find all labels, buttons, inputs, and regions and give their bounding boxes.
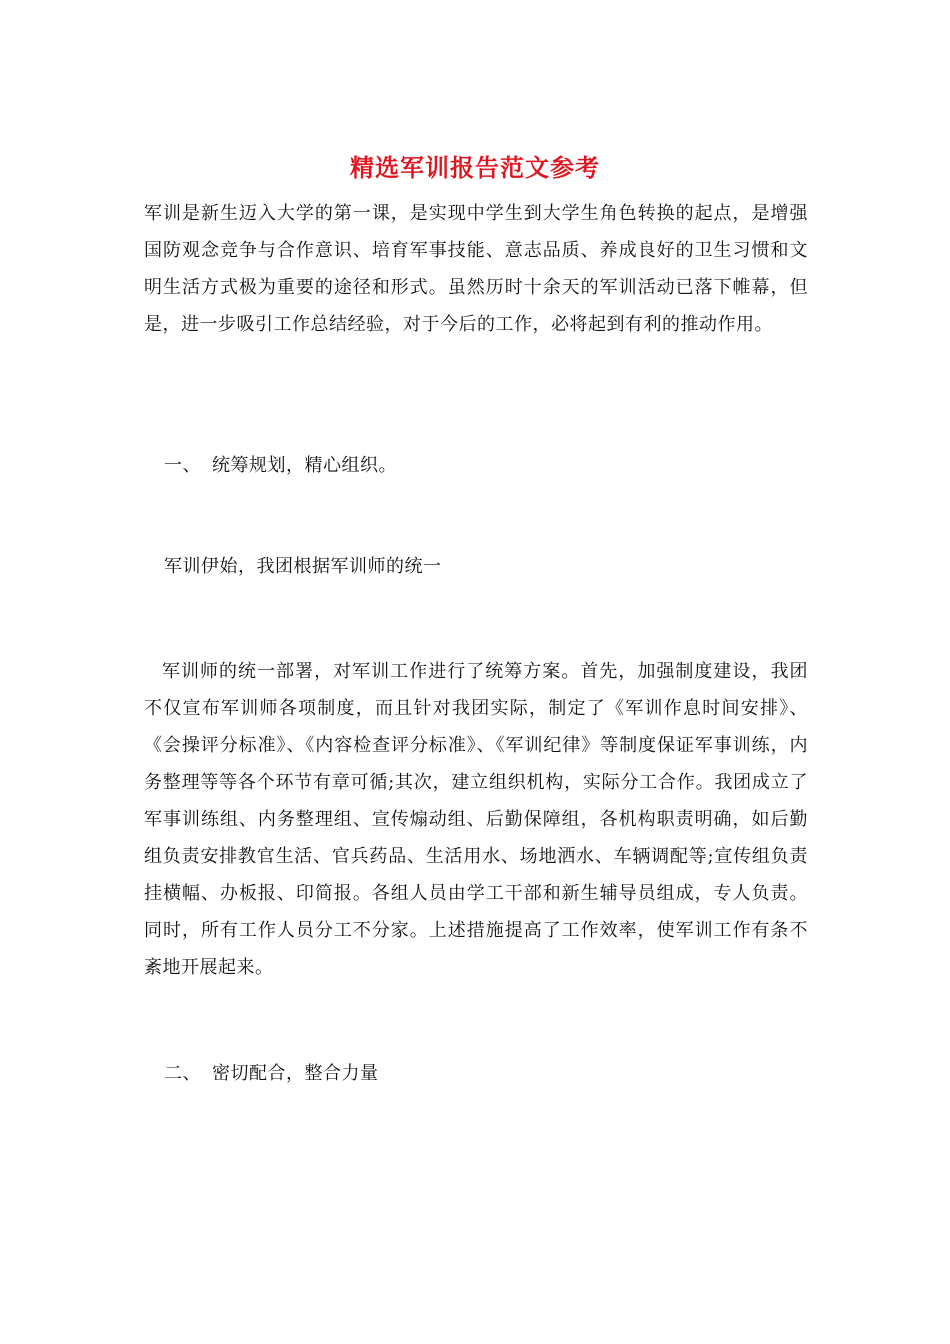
intro-paragraph: 军训是新生迈入大学的第一课，是实现中学生到大学生角色转换的起点，是增强国防观念竞争与合作意识、培育军事技能、意志品质、养成良好的卫生习惯和文明生活方式极为重要的途径和形式。虽然历时十余天的军训活动已落下帷幕，但是，进一步吸引工作总结经验，对于今后的工作，必将起到有利的推动作用。 (144, 203, 808, 335)
section-heading-2 (164, 1060, 379, 1088)
section-number-1: 一、 (164, 455, 201, 476)
section-heading-1 (164, 452, 397, 480)
section-heading-text-2: 密切配合，整合力量 (212, 1063, 379, 1084)
document-title: 精选军训报告范文参考 (350, 153, 600, 182)
section-1-lead-line: 军训伊始，我团根据军训师的统一 (164, 556, 442, 577)
section-number-2: 二、 (164, 1063, 201, 1084)
section-heading-text-1: 统筹规划，精心组织。 (212, 455, 397, 476)
section-1-body-paragraph: 军训师的统一部署，对军训工作进行了统筹方案。首先，加强制度建设，我团不仅宣布军训师各项制度，而且针对我团实际，制定了《军训作息时间安排》、《会操评分标准》、《内容检查评分标准》、《军训纪律》等制度保证军事训练，内务整理等等各个环节有章可循;其次，建立组织机构，实际分工合作。我团成立了军事训练组、内务整理组、宣传煽动组、后勤保障组，各机构职责明确，如后勤组负责安排教官生活、官兵药品、生活用水、场地洒水、车辆调配等;宣传组负责挂横幅、办板报、印简报。各组人员由学工干部和新生辅导员组成，专人负责。同时，所有工作人员分工不分家。上述措施提高了工作效率，使军训工作有条不紊地开展起来。 (144, 661, 808, 978)
